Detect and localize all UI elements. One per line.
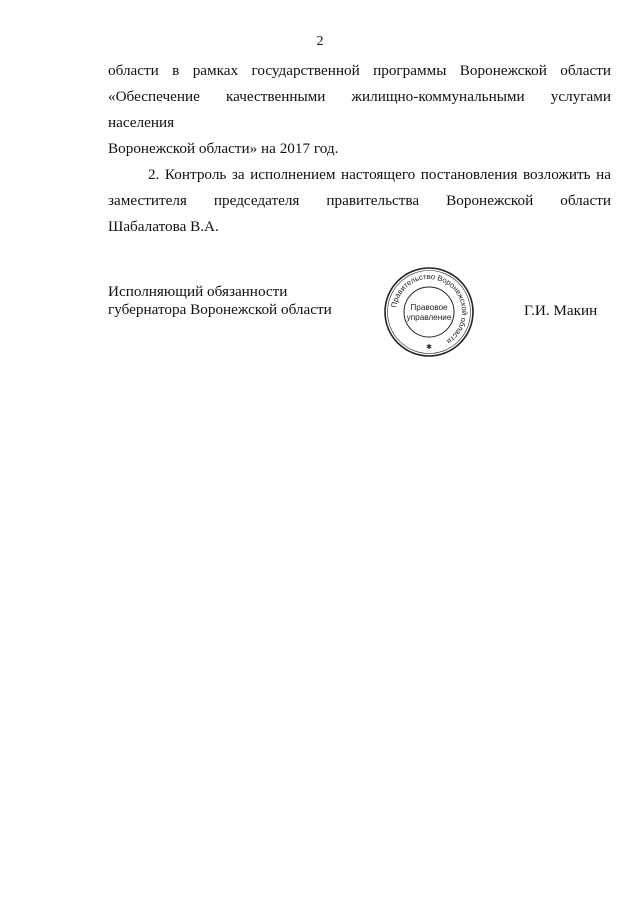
paragraph-1-line-2: «Обеспечение качественными жилищно-коммунальными услугами населения	[108, 88, 611, 131]
signatory-name: Г.И. Макин	[524, 302, 598, 319]
seal-center-line-1: Правовое	[410, 303, 448, 312]
seal-outer-ring	[385, 268, 473, 356]
seal-ring-text: Правительство Воронежской области	[389, 271, 470, 346]
paragraph-1-line-1: области в рамках государственной программы Воронежской области	[108, 62, 611, 79]
page-number: 2	[316, 34, 324, 49]
official-seal-stamp	[383, 266, 475, 358]
seal-graphic	[383, 266, 475, 358]
paragraph-2-line-3: Шабалатова В.А.	[108, 218, 219, 235]
signatory-title-line-2: губернатора Воронежской области	[108, 301, 332, 318]
seal-star-icon: ✱	[426, 344, 432, 351]
seal-inner-ring	[404, 287, 454, 337]
seal-outer-ring-inner	[388, 271, 471, 354]
body-text	[108, 58, 611, 240]
signatory-title-line-1: Исполняющий обязанности	[108, 283, 288, 300]
paragraph-2-line-2: заместителя председателя правительства Воронежской области	[108, 192, 611, 209]
paragraph-1-line-3: Воронежской области» на 2017 год.	[108, 140, 339, 157]
seal-center-line-2: управление	[406, 313, 452, 322]
paragraph-2-line-1: 2. Контроль за исполнением настоящего постановления возложить на	[148, 166, 611, 183]
signatory-title	[108, 283, 332, 319]
